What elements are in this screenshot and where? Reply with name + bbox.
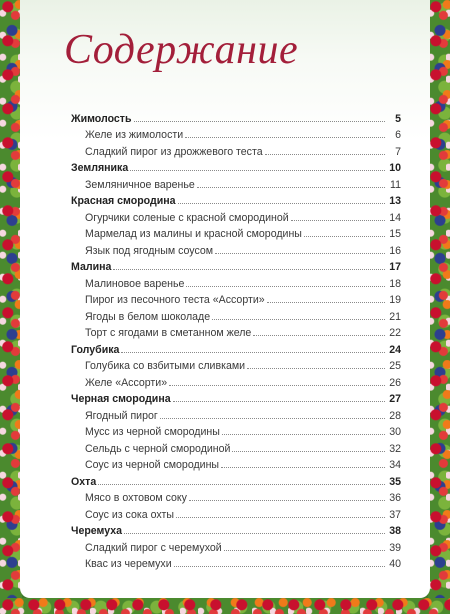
toc-page-number: 37 xyxy=(389,508,401,521)
toc-page-number: 6 xyxy=(395,129,401,141)
toc-page-number: 28 xyxy=(389,409,401,422)
dot-leader xyxy=(186,285,385,287)
toc-label: Соус из сока охты xyxy=(85,508,174,521)
toc-page-number: 36 xyxy=(389,492,401,504)
toc-page-number: 22 xyxy=(389,327,401,339)
toc-label: Сладкий пирог с черемухой xyxy=(85,541,222,554)
dot-leader xyxy=(232,450,385,452)
toc-page-number: 21 xyxy=(389,310,401,323)
toc-page-number: 24 xyxy=(389,343,401,356)
toc-section[interactable] xyxy=(71,257,401,274)
toc-item[interactable] xyxy=(71,125,401,142)
dot-leader xyxy=(173,400,385,402)
toc-section[interactable] xyxy=(71,521,401,538)
toc-item[interactable] xyxy=(71,224,401,241)
toc-item[interactable] xyxy=(71,504,401,521)
toc-section[interactable] xyxy=(71,389,401,406)
toc-item[interactable] xyxy=(71,455,401,472)
toc-section[interactable] xyxy=(71,108,401,125)
dot-leader xyxy=(247,367,385,369)
dot-leader xyxy=(176,516,385,518)
toc-page-number: 16 xyxy=(389,244,401,257)
toc-label: Жимолость xyxy=(71,112,132,125)
toc-page-number: 17 xyxy=(389,261,401,273)
toc-page-number: 18 xyxy=(389,277,401,290)
toc-item[interactable] xyxy=(71,141,401,158)
berry-border-left xyxy=(0,0,22,614)
dot-leader xyxy=(197,186,385,188)
toc-label: Язык под ягодным соусом xyxy=(85,244,214,257)
dot-leader xyxy=(113,268,385,270)
toc-page-number: 35 xyxy=(389,475,401,488)
toc-page-number: 32 xyxy=(389,442,401,455)
dot-leader xyxy=(265,153,385,155)
toc-item[interactable] xyxy=(71,174,401,191)
toc-page-number: 27 xyxy=(389,393,401,405)
toc-label: Малиновое варенье xyxy=(85,277,185,290)
toc-label: Желе из жимолости xyxy=(85,129,184,141)
toc-label: Ягодный пирог xyxy=(85,409,158,422)
toc-page-number: 26 xyxy=(389,376,401,389)
toc-page-number: 25 xyxy=(389,360,401,372)
toc-label: Красная смородина xyxy=(71,195,176,207)
dot-leader xyxy=(222,433,385,435)
toc-label: Земляника xyxy=(71,162,129,174)
toc-item[interactable] xyxy=(71,207,401,224)
dot-leader xyxy=(267,301,385,303)
toc-page-number: 10 xyxy=(389,162,401,174)
toc-label: Огурчики соленые с красной смородиной xyxy=(85,211,289,224)
toc-item[interactable] xyxy=(71,372,401,389)
contents-page xyxy=(20,0,430,598)
toc-page-number: 39 xyxy=(389,541,401,554)
dot-leader xyxy=(121,351,385,353)
toc-label: Соус из черной смородины xyxy=(85,459,220,471)
toc-item[interactable] xyxy=(71,405,401,422)
dot-leader xyxy=(215,252,385,254)
toc-label: Торт с ягодами в сметанном желе xyxy=(85,327,252,339)
table-of-contents xyxy=(71,108,401,570)
toc-item[interactable] xyxy=(71,537,401,554)
toc-item[interactable] xyxy=(71,422,401,439)
toc-page-number: 15 xyxy=(389,228,401,240)
page-title: Содержание xyxy=(64,27,299,73)
toc-page-number: 11 xyxy=(390,178,401,191)
toc-item[interactable] xyxy=(71,306,401,323)
dot-leader xyxy=(130,169,385,171)
toc-section[interactable] xyxy=(71,158,401,175)
toc-item[interactable] xyxy=(71,488,401,505)
toc-label: Желе «Ассорти» xyxy=(85,376,168,389)
berry-border-bottom xyxy=(0,598,450,614)
toc-label: Земляничное варенье xyxy=(85,178,195,191)
toc-section[interactable] xyxy=(71,471,401,488)
toc-page-number: 5 xyxy=(395,112,401,125)
toc-label: Пирог из песочного теста «Ассорти» xyxy=(85,294,265,306)
dot-leader xyxy=(124,532,385,534)
toc-label: Малина xyxy=(71,261,112,273)
berry-border-right xyxy=(428,0,450,614)
dot-leader xyxy=(134,120,385,122)
toc-item[interactable] xyxy=(71,356,401,373)
toc-label: Ягоды в белом шоколаде xyxy=(85,310,211,323)
toc-page-number: 7 xyxy=(395,145,401,158)
toc-label: Мармелад из малины и красной смородины xyxy=(85,228,302,240)
toc-page-number: 19 xyxy=(389,294,401,306)
toc-section[interactable] xyxy=(71,191,401,208)
toc-item[interactable] xyxy=(71,438,401,455)
dot-leader xyxy=(304,235,385,237)
dot-leader xyxy=(221,466,385,468)
toc-label: Охта xyxy=(71,475,97,488)
dot-leader xyxy=(253,334,385,336)
toc-item[interactable] xyxy=(71,323,401,340)
dot-leader xyxy=(160,417,385,419)
toc-label: Черемуха xyxy=(71,525,123,537)
toc-page-number: 13 xyxy=(389,195,401,207)
dot-leader xyxy=(98,483,385,485)
toc-page-number: 38 xyxy=(389,525,401,537)
toc-label: Мусс из черной смородины xyxy=(85,426,220,438)
toc-label: Черная смородина xyxy=(71,393,171,405)
toc-page-number: 30 xyxy=(389,426,401,438)
dot-leader xyxy=(169,384,385,386)
toc-label: Сельдь с черной смородиной xyxy=(85,442,231,455)
toc-page-number: 14 xyxy=(389,211,401,224)
dot-leader xyxy=(189,499,385,501)
toc-section[interactable] xyxy=(71,339,401,356)
toc-item[interactable] xyxy=(71,273,401,290)
dot-leader xyxy=(212,318,385,320)
toc-page-number: 40 xyxy=(389,558,401,570)
toc-label: Мясо в охтовом соку xyxy=(85,492,187,504)
dot-leader xyxy=(291,219,385,221)
toc-label: Квас из черемухи xyxy=(85,558,172,570)
toc-item[interactable] xyxy=(71,290,401,307)
dot-leader xyxy=(224,549,385,551)
toc-item[interactable] xyxy=(71,554,401,571)
toc-label: Голубика со взбитыми сливками xyxy=(85,360,246,372)
dot-leader xyxy=(178,202,385,204)
toc-item[interactable] xyxy=(71,240,401,257)
toc-label: Голубика xyxy=(71,343,120,356)
toc-label: Сладкий пирог из дрожжевого теста xyxy=(85,145,263,158)
dot-leader xyxy=(174,565,385,567)
toc-page-number: 34 xyxy=(389,459,401,471)
dot-leader xyxy=(185,136,385,138)
